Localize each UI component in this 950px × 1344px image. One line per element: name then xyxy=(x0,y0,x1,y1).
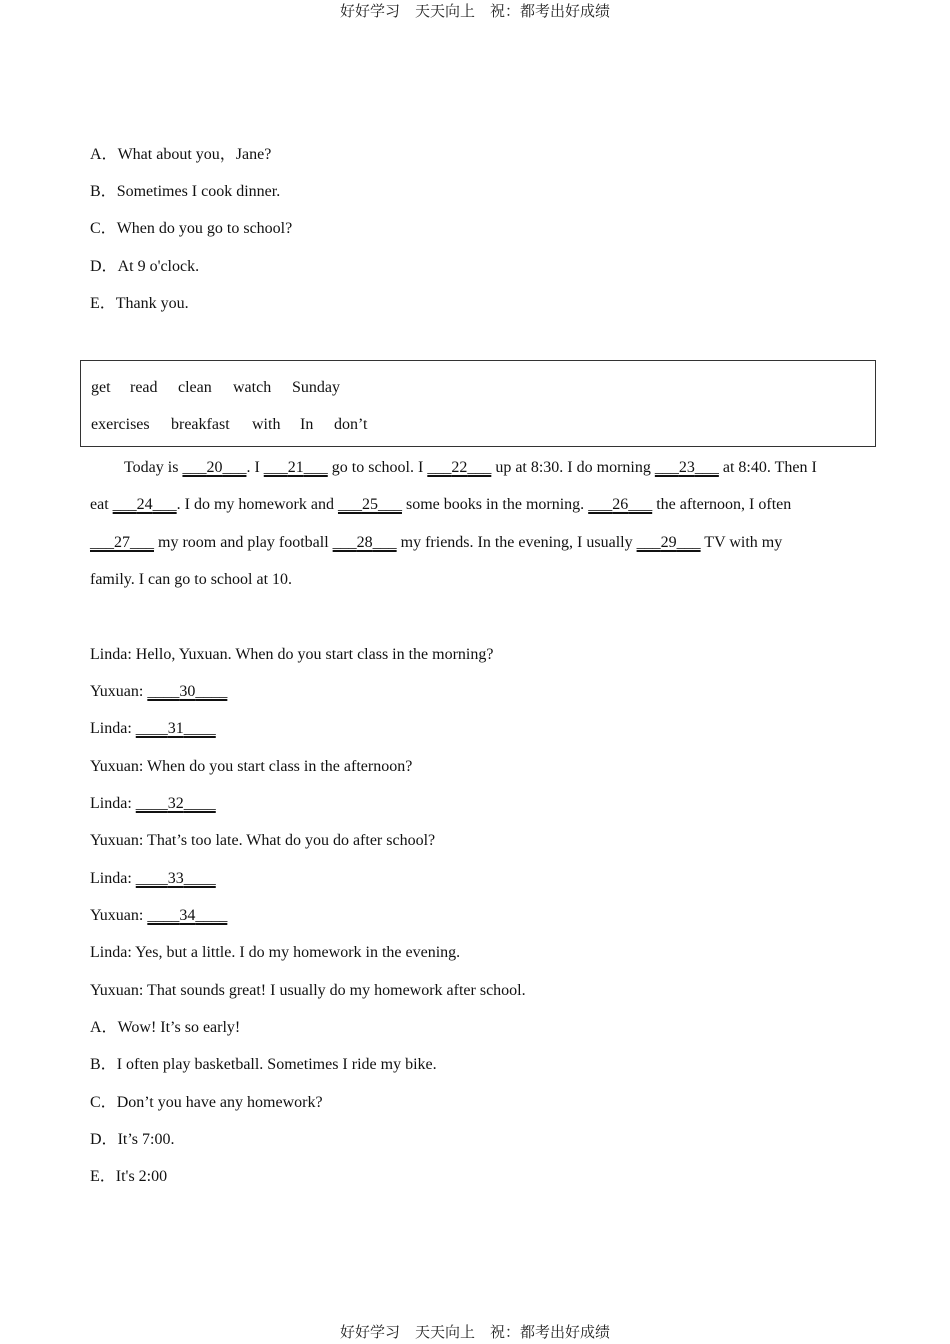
option-e: E．Thank you. xyxy=(90,295,189,312)
page-footer: 好好学习 天天向上 祝：都考出好成绩 xyxy=(339,1323,610,1341)
passage-line: eat ___24___. I do my homework and ___25___ some books in the morning. ___26___ the afternoon, I often xyxy=(90,496,792,513)
word-box-word: Sunday xyxy=(292,379,340,396)
dialogue-line: Linda: ____31____ xyxy=(90,720,216,737)
option-e: E．It's 2:00 xyxy=(90,1168,168,1185)
blank-32: ____32____ xyxy=(135,795,216,812)
word-box-word: In xyxy=(300,416,314,433)
word-box-word: read xyxy=(130,379,158,396)
blank-27: ___27___ xyxy=(90,534,154,551)
option-d: D．It’s 7:00. xyxy=(90,1131,175,1148)
blank-24: ___24___ xyxy=(112,496,177,513)
passage-line: ___27___ my room and play football ___28___ my friends. In the evening, I usually ___29___ TV with my xyxy=(90,534,783,551)
option-c: C．When do you go to school? xyxy=(90,220,293,237)
dialogue-line: Linda: Hello, Yuxuan. When do you start class in the morning? xyxy=(90,646,494,663)
dialogue-line: Linda: ____32____ xyxy=(90,795,216,812)
blank-25: ___25___ xyxy=(337,496,402,513)
blank-21: ___21___ xyxy=(263,459,328,476)
option-c: C．Don’t you have any homework? xyxy=(90,1094,323,1111)
word-box-word: don’t xyxy=(334,416,368,433)
passage-line: family. I can go to school at 10. xyxy=(90,571,293,588)
blank-29: ___29___ xyxy=(636,534,701,551)
word-box-word: exercises xyxy=(91,416,150,433)
passage-line: Today is ___20___. I ___21___ go to school. I ___22___ up at 8:30. I do morning ___23___ at 8:40. Then I xyxy=(124,459,817,476)
blank-34: ____34____ xyxy=(147,907,228,924)
word-box-word: clean xyxy=(178,379,212,396)
option-a: A．Wow! It’s so early! xyxy=(90,1019,241,1036)
dialogue-line: Linda: ____33____ xyxy=(90,870,216,887)
blank-22: ___22___ xyxy=(427,459,492,476)
word-box-word: with xyxy=(252,416,281,433)
blank-20: ___20___ xyxy=(182,459,247,476)
option-a: A．What about you，Jane? xyxy=(90,146,272,163)
option-d: D．At 9 o'clock. xyxy=(90,258,200,275)
page-header: 好好学习 天天向上 祝：都考出好成绩 xyxy=(339,2,610,20)
dialogue-line: Yuxuan: ____34____ xyxy=(90,907,228,924)
dialogue-line: Yuxuan: That sounds great! I usually do my homework after school. xyxy=(90,982,526,999)
blank-28: ___28___ xyxy=(332,534,397,551)
dialogue-line: Linda: Yes, but a little. I do my homework in the evening. xyxy=(90,944,461,961)
dialogue-line: Yuxuan: ____30____ xyxy=(90,683,228,700)
dialogue-line: Yuxuan: That’s too late. What do you do after school? xyxy=(90,832,436,849)
dialogue-line: Yuxuan: When do you start class in the afternoon? xyxy=(90,758,413,775)
blank-31: ____31____ xyxy=(135,720,216,737)
blank-23: ___23___ xyxy=(654,459,719,476)
word-box-word: breakfast xyxy=(171,416,230,433)
blank-26: ___26___ xyxy=(588,496,653,513)
blank-33: ____33____ xyxy=(135,870,216,887)
word-box-word: get xyxy=(91,379,111,396)
word-box-word: watch xyxy=(233,379,272,396)
option-b: B．I often play basketball. Sometimes I ride my bike. xyxy=(90,1056,437,1073)
blank-30: ____30____ xyxy=(147,683,228,700)
word-box xyxy=(80,360,876,447)
option-b: B．Sometimes I cook dinner. xyxy=(90,183,281,200)
